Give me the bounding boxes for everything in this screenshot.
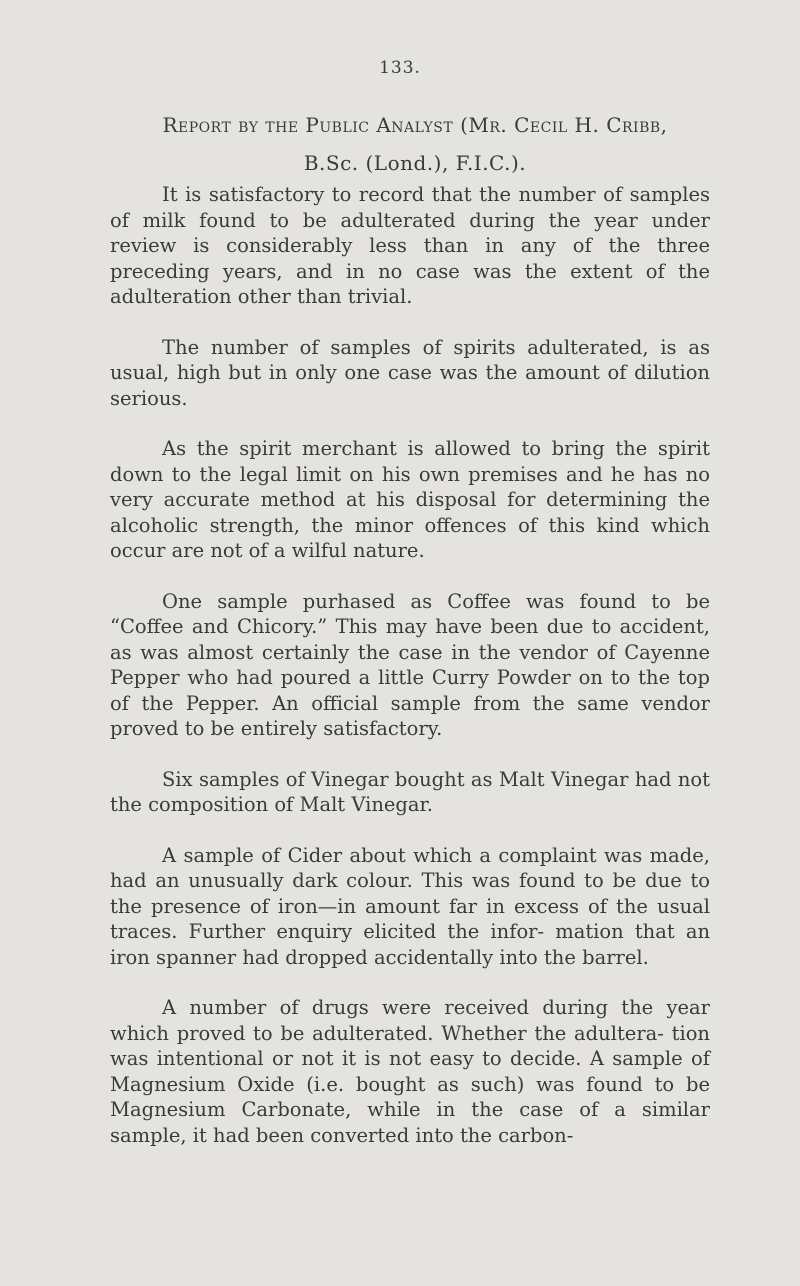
- report-body: [110, 182, 710, 1173]
- paragraph-milk: It is satisfactory to record that the number of samples of milk found to be adulterated during the year under review is considerably less than in any of the three preceding years, and in no case was the extent of the adulteration other than trivial.: [110, 183, 710, 308]
- paragraph-vinegar: Six samples of Vinegar bought as Malt Vinegar had not the composition of Malt Vinegar.: [110, 767, 710, 816]
- report-heading-line-2: B.Sc. (Lond.), F.I.C.).: [303, 151, 527, 175]
- page-number: 133.: [379, 58, 421, 78]
- paragraph-spirit-merchant: As the spirit merchant is allowed to bring the spirit down to the legal limit on his own premises and he has no very accurate method at his disposal for determining the alcoholic strength, the minor offences of this kind which occur are not of a wilful nature.: [110, 437, 710, 562]
- paragraph-cider: A sample of Cider about which a complaint was made, had an unusually dark colour. This was found to be due to the presence of iron—in amount far in excess of the usual traces. Further enquiry elicited the infor- mation that an iron spanner had dropped accidentally into the barrel.: [110, 843, 710, 969]
- paragraph-drugs: A number of drugs were received during the year which proved to be adulterated. Whether the adultera- tion was intentional or not it is not easy to decide. A sample of Magnesium Oxide (i.e. bought as such) was found to be Magnesium Carbonate, while in the case of a similar sample, it had been converted into the carbon-: [110, 996, 710, 1147]
- paragraph-spirits: The number of samples of spirits adulterated, is as usual, high but in only one case was the amount of dilution serious.: [110, 335, 710, 410]
- report-heading-line-1: Report by the Public Analyst (Mr. Cecil H. Cribb,: [162, 113, 668, 137]
- paragraph-coffee: One sample purhased as Coffee was found to be “Coffee and Chicory.” This may have been due to accident, as was almost certainly the case in the vendor of Cayenne Pepper who had poured a little Curry Powder on to the top of the Pepper. An official sample from the same vendor proved to be entirely satisfactory.: [110, 589, 710, 740]
